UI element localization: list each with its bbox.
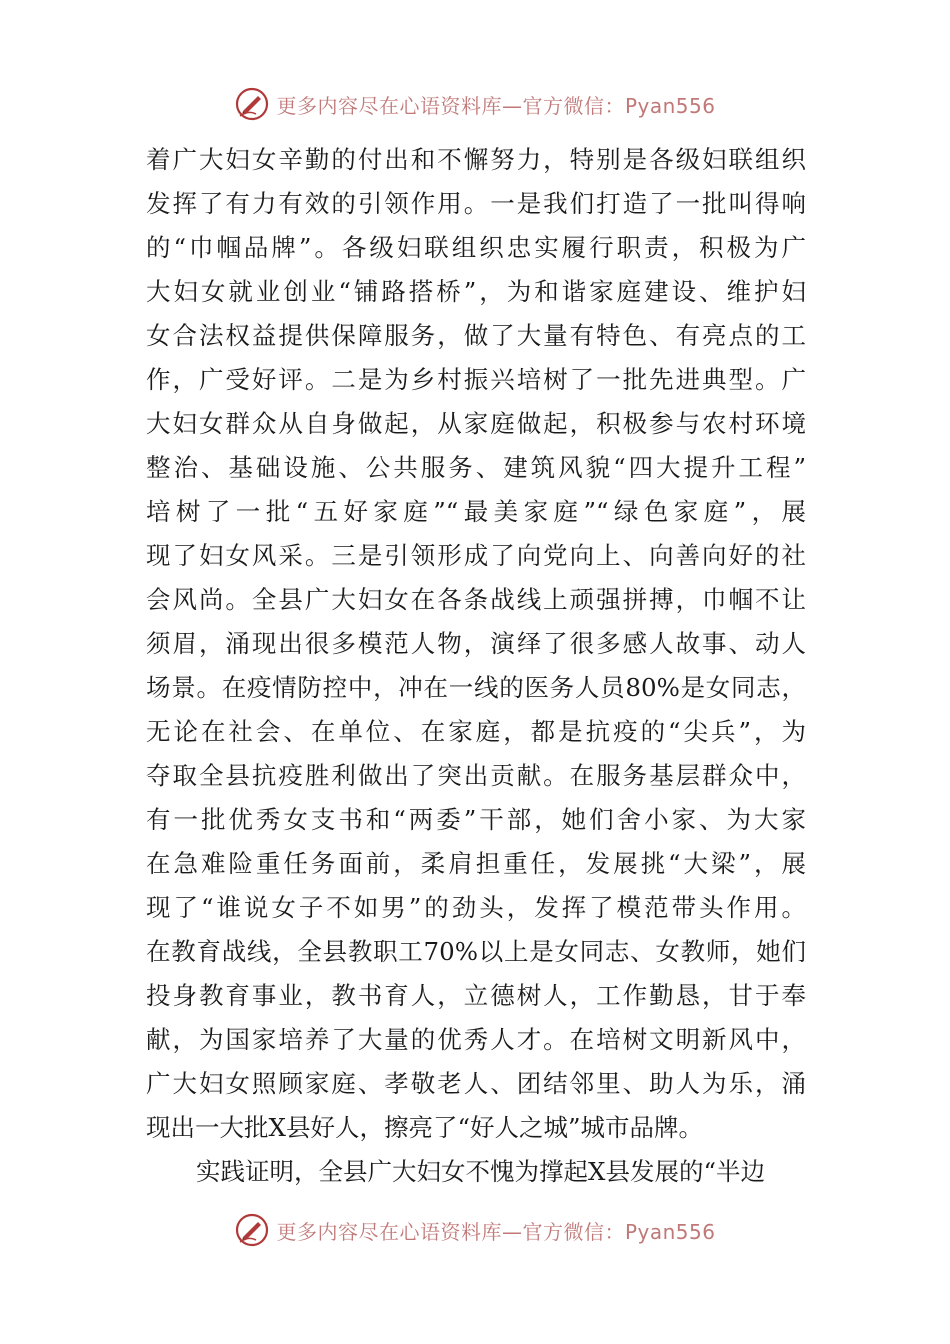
body-line: 大妇女就业创业“铺路搭桥”，为和谐家庭建设、维护妇	[146, 277, 806, 306]
body-line: 实践证明，全县广大妇女不愧为撑起X县发展的“半边	[196, 1157, 765, 1186]
pen-circle-logo-icon	[234, 1212, 270, 1248]
body-line: 无论在社会、在单位、在家庭，都是抗疫的“尖兵”，为	[146, 717, 806, 746]
body-line: 整治、基础设施、公共服务、建筑风貌“四大提升工程”	[146, 453, 806, 482]
body-line: 有一批优秀女支书和“两委”干部，她们舍小家、为大家	[146, 805, 806, 834]
body-line: 须眉，涌现出很多模范人物，演绎了很多感人故事、动人	[146, 629, 806, 658]
body-line: 夺取全县抗疫胜利做出了突出贡献。在服务基层群众中，	[146, 761, 806, 790]
body-line: 会风尚。全县广大妇女在各条战线上顽强拼搏，巾帼不让	[146, 585, 806, 614]
header-banner	[0, 84, 950, 124]
body-line: 现了妇女风采。三是引领形成了向党向上、向善向好的社	[146, 541, 806, 570]
body-line: 广大妇女照顾家庭、孝敬老人、团结邻里、助人为乐，涌	[146, 1069, 806, 1098]
document-body	[146, 138, 806, 1194]
header-banner-text: 更多内容尽在心语资料库—官方微信：Pyan556	[276, 93, 716, 118]
body-line: 作，广受好评。二是为乡村振兴培树了一批先进典型。广	[146, 365, 806, 394]
footer-banner-text: 更多内容尽在心语资料库—官方微信：Pyan556	[276, 1219, 716, 1244]
body-line: 在急难险重任务面前，柔肩担重任，发展挑“大梁”，展	[146, 849, 806, 878]
body-line: 在教育战线，全县教职工70%以上是女同志、女教师，她们	[146, 937, 806, 966]
body-line: 女合法权益提供保障服务，做了大量有特色、有亮点的工	[146, 321, 806, 350]
body-line: 培树了一批“五好家庭”“最美家庭”“绿色家庭”，展	[146, 497, 806, 526]
body-line: 着广大妇女辛勤的付出和不懈努力，特别是各级妇联组织	[146, 145, 806, 174]
body-line: 大妇女群众从自身做起，从家庭做起，积极参与农村环境	[146, 409, 806, 438]
footer-banner	[0, 1210, 950, 1250]
body-line: 发挥了有力有效的引领作用。一是我们打造了一批叫得响	[146, 189, 806, 218]
body-line: 现出一大批X县好人，擦亮了“好人之城”城市品牌。	[146, 1113, 703, 1142]
body-line: 献，为国家培养了大量的优秀人才。在培树文明新风中，	[146, 1025, 806, 1054]
body-line: 现了“谁说女子不如男”的劲头，发挥了模范带头作用。	[146, 893, 806, 922]
pen-circle-logo-icon	[234, 86, 270, 122]
body-line: 场景。在疫情防控中，冲在一线的医务人员80%是女同志，	[146, 673, 806, 702]
body-line: 的“巾帼品牌”。各级妇联组织忠实履行职责，积极为广	[146, 233, 806, 262]
body-line: 投身教育事业，教书育人，立德树人，工作勤恳，甘于奉	[146, 981, 806, 1010]
